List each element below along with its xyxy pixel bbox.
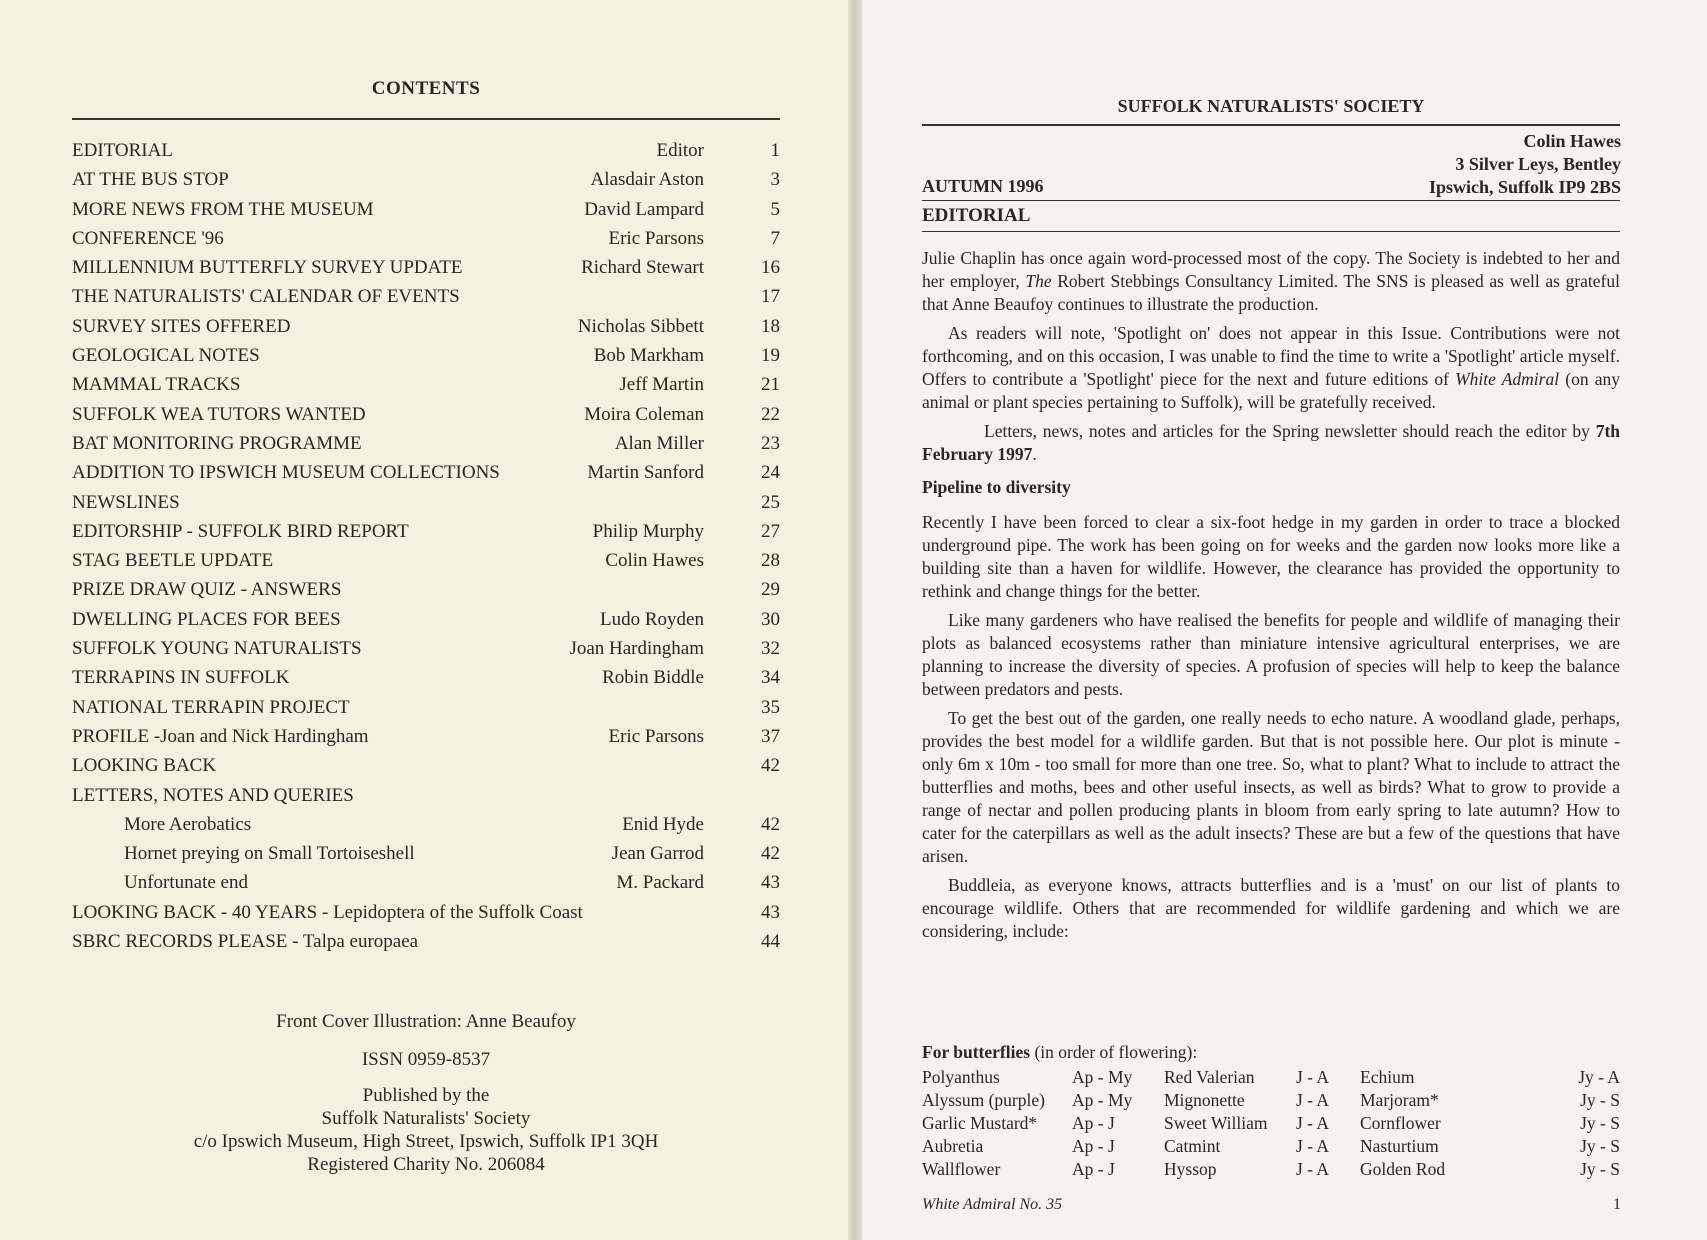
- society-title: SUFFOLK NATURALISTS' SOCIETY: [1117, 96, 1425, 116]
- toc-row: [72, 638, 780, 667]
- plant-name: Wallflower: [922, 1159, 1001, 1179]
- editor-address: [1429, 130, 1621, 199]
- toc-page: 21: [761, 374, 780, 396]
- toc-row: [72, 755, 780, 784]
- paragraph-6: To get the best out of the garden, one really needs to echo nature. A woodland glade, perhaps, provides the best model for a wildlife garden. But that is not possible here. Our plot is minute - only 6m x 10m - too small for more than one tree. So, what to plant? What to include to attract the butterflies and moths, bees and other useful insects, as well as birds? What to grow to provide a range of nectar and pollen producing plants in bloom from early spring to late autumn? How to cater for the caterpillars as well as the adult insects? These are but a few of the questions that have arisen.: [922, 708, 1620, 866]
- editor-address-line1: 3 Silver Leys, Bentley: [1455, 154, 1621, 174]
- paragraph-1: [922, 247, 1620, 316]
- plant-row: [922, 1112, 1620, 1135]
- toc-title: MILLENNIUM BUTTERFLY SURVEY UPDATE: [72, 257, 463, 279]
- plants-table: [922, 1066, 1620, 1181]
- paragraph-4: Recently I have been forced to clear a six-foot hedge in my garden in order to trace a blocked underground pipe. The work has been going on for weeks and the garden now looks more like a building site than a haven for wildlife. However, the clearance has provided the opportunity to rethink and change things for the better.: [922, 512, 1620, 601]
- toc-page: 18: [761, 315, 780, 337]
- flowering-period: J - A: [1296, 1136, 1330, 1156]
- toc-page: 29: [761, 579, 780, 601]
- section-rule-bottom: [922, 231, 1620, 232]
- issn: ISSN 0959-8537: [361, 1049, 491, 1070]
- toc-row: [72, 462, 780, 491]
- publisher-block: [72, 1084, 780, 1176]
- section-heading: EDITORIAL: [922, 205, 1031, 226]
- flowering-period: Jy - S: [1580, 1159, 1620, 1179]
- left-page: [0, 0, 848, 1240]
- paragraph-3: [922, 420, 1620, 466]
- toc-row: [72, 726, 780, 755]
- cover-credit: Front Cover Illustration: Anne Beaufoy: [276, 1011, 576, 1032]
- toc-page: 27: [761, 520, 780, 542]
- flowering-period: Ap - J: [1072, 1136, 1115, 1156]
- toc-row: [72, 550, 780, 579]
- contents-rule: [72, 118, 780, 120]
- toc-author: Alasdair Aston: [590, 169, 704, 191]
- toc-title: GEOLOGICAL NOTES: [72, 345, 260, 367]
- toc-author: Enid Hyde: [622, 813, 704, 835]
- p1-italic: The: [1025, 271, 1052, 291]
- flowering-period: J - A: [1296, 1090, 1330, 1110]
- plant-name: Catmint: [1164, 1136, 1221, 1156]
- toc-title: Hornet preying on Small Tortoiseshell: [124, 843, 415, 865]
- right-page: [862, 0, 1707, 1240]
- p2-text-a: As readers will note, 'Spotlight on' does not appear in this Issue. Contributions were not forthcoming, and on this occasion, I was unable to find the time to write a 'Spotlight' article myself. Offers to contribute a 'Spotlight' piece for the next and future editions of: [922, 323, 1620, 389]
- flowering-period: Ap - My: [1072, 1090, 1133, 1110]
- p2-italic: White Admiral: [1455, 369, 1560, 389]
- toc-page: 37: [761, 725, 780, 747]
- subheading: Pipeline to diversity: [922, 477, 1071, 497]
- toc-title: SUFFOLK WEA TUTORS WANTED: [72, 403, 366, 425]
- plant-row: [922, 1158, 1620, 1181]
- toc-page: 42: [761, 843, 780, 865]
- toc-page: 30: [761, 608, 780, 630]
- toc-row: [72, 492, 780, 521]
- plant-name: Hyssop: [1164, 1159, 1217, 1179]
- toc-title: LOOKING BACK: [72, 755, 217, 777]
- toc-title: AT THE BUS STOP: [72, 169, 229, 191]
- editor-address-line2: Ipswich, Suffolk IP9 2BS: [1428, 177, 1621, 197]
- plant-name: Red Valerian: [1164, 1067, 1255, 1087]
- plant-name: Garlic Mustard*: [922, 1113, 1038, 1133]
- toc-author: Philip Murphy: [592, 520, 704, 542]
- toc-author: Martin Sanford: [587, 462, 704, 484]
- toc-title: TERRAPINS IN SUFFOLK: [72, 667, 290, 689]
- toc-title: NEWSLINES: [72, 491, 180, 513]
- toc-title: SURVEY SITES OFFERED: [72, 315, 291, 337]
- toc-author: Eric Parsons: [608, 725, 704, 747]
- section-rule-top: [922, 200, 1620, 201]
- toc-page: 44: [761, 931, 780, 953]
- plant-row: [922, 1135, 1620, 1158]
- flowering-period: Jy - S: [1580, 1113, 1620, 1133]
- toc-title: EDITORIAL: [72, 140, 173, 161]
- toc-author: Bob Markham: [593, 345, 704, 367]
- flowering-period: Jy - A: [1578, 1067, 1620, 1087]
- plant-name: Alyssum (purple): [922, 1090, 1045, 1110]
- p3-bold: 7th February 1997: [922, 421, 1620, 464]
- toc-row: [72, 257, 780, 286]
- toc-page: 1: [770, 140, 780, 161]
- butterfly-heading-note: (in order of flowering):: [1030, 1042, 1198, 1062]
- toc-title: DWELLING PLACES FOR BEES: [72, 608, 341, 630]
- toc-row: [72, 374, 780, 403]
- toc-row: [72, 814, 780, 843]
- toc-author: Colin Hawes: [605, 550, 704, 572]
- toc-title: LOOKING BACK - 40 YEARS - Lepidoptera of the Suffolk Coast: [72, 901, 583, 923]
- toc-author: David Lampard: [584, 198, 704, 220]
- p3-text-b: .: [1032, 444, 1037, 464]
- toc-page: 5: [770, 198, 780, 220]
- toc-author: Alan Miller: [614, 432, 704, 454]
- toc-row: [72, 902, 780, 931]
- flowering-period: J - A: [1296, 1113, 1330, 1133]
- toc-page: 22: [761, 403, 780, 425]
- flowering-period: Ap - J: [1072, 1113, 1115, 1133]
- toc-page: 23: [761, 432, 780, 454]
- toc-page: 28: [761, 550, 780, 572]
- toc-row: [72, 286, 780, 315]
- toc-title: STAG BEETLE UPDATE: [72, 550, 274, 572]
- toc-row: [72, 785, 780, 814]
- toc-row: [72, 345, 780, 374]
- butterfly-list-heading: [922, 1042, 1197, 1063]
- toc-row: [72, 169, 780, 198]
- footer-page-number: 1: [1613, 1196, 1621, 1213]
- toc-title: MORE NEWS FROM THE MUSEUM: [72, 198, 374, 220]
- toc-author: Ludo Royden: [600, 608, 704, 630]
- toc-page: 17: [761, 286, 780, 308]
- publisher-society: Suffolk Naturalists' Society: [321, 1108, 531, 1129]
- toc-author: Jean Garrod: [611, 843, 704, 865]
- toc-row: [72, 579, 780, 608]
- plant-name: Mignonette: [1164, 1090, 1245, 1110]
- flowering-period: J - A: [1296, 1159, 1330, 1179]
- toc-page: 3: [770, 169, 780, 191]
- toc-row: [72, 667, 780, 696]
- toc-author: Moira Coleman: [584, 403, 704, 425]
- toc-title: EDITORSHIP - SUFFOLK BIRD REPORT: [72, 520, 409, 542]
- flowering-period: J - A: [1296, 1067, 1330, 1087]
- plant-name: Golden Rod: [1360, 1159, 1446, 1179]
- toc-page: 19: [761, 345, 780, 367]
- toc-title: THE NATURALISTS' CALENDAR OF EVENTS: [72, 286, 460, 308]
- toc-title: PROFILE -Joan and Nick Hardingham: [72, 725, 369, 747]
- toc-title: PRIZE DRAW QUIZ - ANSWERS: [72, 579, 342, 601]
- publisher-address: c/o Ipswich Museum, High Street, Ipswich, Suffolk IP1 3QH: [193, 1131, 659, 1152]
- flowering-period: Ap - J: [1072, 1159, 1115, 1179]
- plant-name: Echium: [1360, 1067, 1415, 1087]
- toc-title: More Aerobatics: [124, 813, 252, 835]
- plant-row: [922, 1066, 1620, 1089]
- toc-author: M. Packard: [616, 872, 704, 894]
- toc-title: SBRC RECORDS PLEASE - Talpa europaea: [72, 931, 419, 953]
- toc-author: Robin Biddle: [602, 667, 704, 689]
- toc-title: LETTERS, NOTES AND QUERIES: [72, 784, 354, 806]
- toc-page: 7: [770, 227, 780, 249]
- flowering-period: Ap - My: [1072, 1067, 1133, 1087]
- editor-name: Colin Hawes: [1523, 131, 1621, 151]
- book-gutter: [848, 0, 862, 1240]
- toc-row: [72, 521, 780, 550]
- paragraph-5: Like many gardeners who have realised the benefits for people and wildlife of managing their plots as balanced ecosystems rather than miniature intensive agricultural enterprises, we are planning to increase the diversity of species. A profusion of species will help to keep the balance between predators and pests.: [922, 610, 1620, 699]
- paragraph-7: Buddleia, as everyone knows, attracts butterflies and is a 'must' on our list of plants to encourage wildlife. Others that are recommended for wildlife gardening and which we are considering, include:: [922, 875, 1620, 941]
- plant-name: Marjoram*: [1360, 1090, 1439, 1110]
- toc-row: [72, 609, 780, 638]
- toc-row: [72, 140, 780, 169]
- toc-page: 32: [761, 638, 780, 660]
- plant-name: Polyanthus: [922, 1067, 1000, 1087]
- toc-author: Eric Parsons: [608, 227, 704, 249]
- toc-page: 24: [761, 462, 780, 484]
- toc-author: Richard Stewart: [581, 257, 704, 279]
- charity-number: Registered Charity No. 206084: [307, 1154, 545, 1175]
- toc-row: [72, 931, 780, 960]
- toc-page: 34: [761, 667, 780, 689]
- table-of-contents: [72, 140, 780, 960]
- toc-title: NATIONAL TERRAPIN PROJECT: [72, 696, 350, 718]
- header-rule: [922, 124, 1620, 126]
- toc-author: Joan Hardingham: [569, 638, 704, 660]
- toc-row: [72, 433, 780, 462]
- plant-name: Cornflower: [1360, 1113, 1441, 1133]
- toc-author: Editor: [656, 140, 704, 161]
- plant-name: Nasturtium: [1360, 1136, 1439, 1156]
- toc-author: Nicholas Sibbett: [577, 315, 704, 337]
- issue-label: AUTUMN 1996: [922, 176, 1044, 196]
- toc-page: 43: [761, 872, 780, 894]
- flowering-period: Jy - S: [1580, 1136, 1620, 1156]
- toc-page: 42: [761, 813, 780, 835]
- toc-row: [72, 404, 780, 433]
- toc-row: [72, 872, 780, 901]
- toc-title: CONFERENCE '96: [72, 227, 224, 249]
- flowering-period: Jy - S: [1580, 1090, 1620, 1110]
- p3-text-a: Letters, news, notes and articles for the Spring newsletter should reach the editor by: [984, 421, 1596, 441]
- p1-text-a: Julie Chaplin has once again word-processed most of the copy. The Society is indebted to her and her employer,: [922, 248, 1620, 291]
- toc-page: 16: [761, 257, 780, 279]
- butterfly-heading-bold: For butterflies: [922, 1042, 1031, 1062]
- toc-page: 43: [761, 901, 780, 923]
- p2-text-b: (on any animal or plant species pertaining to Suffolk), will be gratefully received.: [922, 369, 1620, 412]
- toc-row: [72, 843, 780, 872]
- toc-title: Unfortunate end: [124, 872, 248, 894]
- toc-row: [72, 199, 780, 228]
- toc-title: SUFFOLK YOUNG NATURALISTS: [72, 638, 362, 660]
- toc-page: 35: [761, 696, 780, 718]
- toc-page: 42: [761, 755, 780, 777]
- footer-title: White Admiral No. 35: [922, 1196, 1063, 1213]
- toc-row: [72, 316, 780, 345]
- toc-row: [72, 228, 780, 257]
- toc-row: [72, 697, 780, 726]
- editorial-body: [922, 247, 1620, 949]
- plant-name: Sweet William: [1164, 1113, 1268, 1133]
- contents-title: CONTENTS: [371, 78, 481, 99]
- toc-title: ADDITION TO IPSWICH MUSEUM COLLECTIONS: [72, 462, 500, 484]
- toc-title: MAMMAL TRACKS: [72, 374, 241, 396]
- plant-name: Aubretia: [922, 1136, 984, 1156]
- paragraph-2: [922, 322, 1620, 414]
- p1-text-b: Robert Stebbings Consultancy Limited. The SNS is pleased as well as grateful that Anne Beaufoy continues to illustrate the production.: [922, 271, 1620, 314]
- toc-title: BAT MONITORING PROGRAMME: [72, 432, 362, 454]
- toc-author: Jeff Martin: [619, 374, 704, 396]
- published-by: Published by the: [362, 1085, 490, 1106]
- plant-row: [922, 1089, 1620, 1112]
- toc-page: 25: [761, 491, 780, 513]
